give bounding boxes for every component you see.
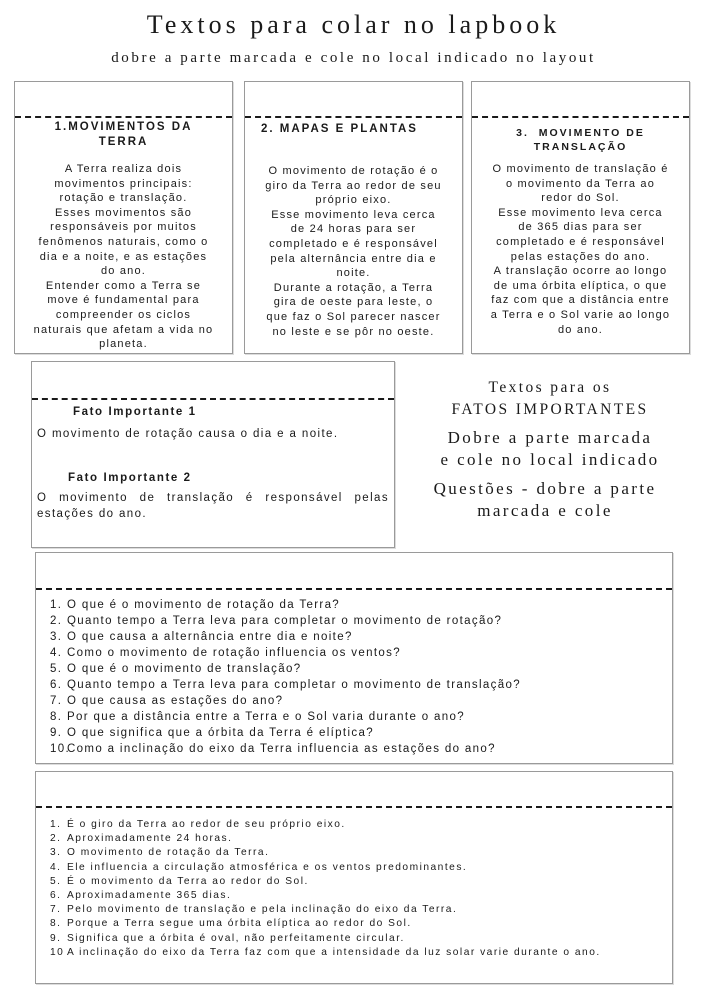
questions-instruction-line: marcada e cole [477,501,613,520]
item-text: Aproximadamente 365 dias. [67,890,232,902]
facts-heading-line: Textos para os [488,379,612,396]
answers-box [35,771,673,984]
item-text: É o movimento da Terra ao redor do Sol. [67,875,309,887]
item-number: 10. [50,743,71,755]
card-title-line: TRANSLAÇÃO [533,141,628,153]
question-item [50,645,662,661]
card-body-line: O movimento de rotação é o [268,165,439,177]
item-text: Porque a Terra segue uma órbita elíptica ao redor do Sol. [67,918,412,930]
item-text: Ele influencia a circulação atmosférica e os ventos predominantes. [67,861,468,873]
card-body-line: próprio eixo. [315,194,392,207]
page-subtitle: dobre a parte marcada e cole no local indicado no layout [111,50,596,66]
fold-line [245,116,462,118]
answer-item [50,846,662,860]
card-body [19,162,228,352]
card-body-line: movimentos principais: [54,177,193,190]
item-text: Significa que a órbita é oval, não perfeitamente circular. [67,932,405,944]
answer-item [50,818,662,832]
answer-item [50,861,662,875]
card-body-line: giro da Terra ao redor de seu [265,179,442,192]
card-body [249,164,458,339]
facts-heading [405,377,695,421]
item-text: Pelo movimento de translação e pela inclinação do eixo da Terra. [67,904,458,916]
card-title [245,122,462,137]
card-body-line: naturais que afetam a vida no [33,323,214,336]
card-body-line: noite. [336,267,371,280]
fold-line [32,398,394,400]
card-body-line: pela alternância entre dia e [270,252,437,265]
questions-instruction-line: Questões - dobre a parte [433,479,657,498]
item-number: 3. [50,631,63,643]
item-text: O que é o movimento de rotação da Terra? [67,599,341,611]
questions-box [35,552,673,764]
facts-instruction [405,427,695,471]
fold-line [36,588,672,590]
item-number: 10 [50,946,65,958]
card-body [476,162,685,337]
item-text: Como o movimento de rotação influencia os ventos? [67,647,401,659]
item-text: Como a inclinação do eixo da Terra influencia as estações do ano? [67,743,496,755]
question-item [50,629,662,645]
answers-list [50,818,662,960]
fact-text-content: O movimento de translação é responsável pelas estações do ano. [37,492,389,520]
card-body-line: de uma órbita elíptica, o que [493,279,668,292]
item-text: Quanto tempo a Terra leva para completar o movimento de translação? [67,679,521,691]
answer-item [50,946,662,960]
answer-item [50,917,662,931]
item-number: 9. [50,932,62,944]
fact-title: Fato Importante 2 [68,472,192,484]
card-body-line: do ano. [557,323,604,336]
item-number: 3. [50,847,62,859]
item-number: 2. [50,615,63,627]
question-item [50,709,662,725]
card-body-line: move é fundamental para [47,294,200,307]
question-item [50,661,662,677]
card-title [472,126,689,154]
card-body-line: Durante a rotação, a Terra [273,281,434,294]
item-text: O movimento de rotação da Terra. [67,847,270,859]
answer-item [50,932,662,946]
card-body-line: responsáveis por muitos [50,221,197,234]
card-body-line: O movimento de translação é [492,163,669,175]
card-body-line: de 24 horas para ser [290,223,417,236]
card-body-line: planeta. [99,338,148,351]
card-title-line: 2. MAPAS E PLANTAS [261,123,418,135]
item-text: Aproximadamente 24 horas. [67,833,233,845]
item-text: Por que a distância entre a Terra e o Sol varia durante o ano? [67,711,466,723]
card-body-line: Esses movimentos são [54,206,193,219]
item-text: Quanto tempo a Terra leva para completar o movimento de rotação? [67,615,503,627]
item-number: 5. [50,875,62,887]
card-body-line: Esse movimento leva cerca [498,206,663,219]
fold-line [36,806,672,808]
card-movimentos-da-terra [14,81,233,354]
card-body-line: a Terra e o Sol varie ao longo [490,308,671,321]
item-number: 5. [50,663,63,675]
questions-instruction [400,478,690,522]
card-title-line: TERRA [98,136,149,148]
card-body-line: Entender como a Terra se [45,279,202,292]
card-body-line: que faz o Sol parecer nascer [266,310,441,323]
item-text: É o giro da Terra ao redor de seu próprio eixo. [67,819,346,830]
card-body-line: A translação ocorre ao longo [493,265,668,278]
question-item [50,693,662,709]
card-body-line: dia e a noite, e as estações [39,250,208,263]
card-title-line: 3. MOVIMENTO DE [516,127,645,139]
item-number: 6. [50,679,63,691]
item-number: 4. [50,647,63,659]
card-body-line: rotação e translação. [59,192,188,205]
card-body-line: o movimento da Terra ao [505,177,656,190]
item-number: 4. [50,861,62,873]
item-text: A inclinação do eixo da Terra faz com que a intensidade da luz solar varie durante o ano. [67,946,601,958]
card-title [15,120,232,150]
question-item [50,597,662,613]
card-movimento-de-translacao [471,81,690,354]
answer-item [50,832,662,846]
facts-heading-line: FATOS IMPORTANTES [451,401,649,418]
fact-text [37,490,389,522]
card-body-line: completado e é responsável [496,235,665,248]
card-body-line: pelas estações do ano. [510,250,651,263]
card-body-line: faz com que a distância entre [491,294,670,307]
facts-instruction-line: e cole no local indicado [440,450,660,469]
item-number: 7. [50,904,62,916]
fact-title: Fato Importante 1 [73,406,197,418]
answer-item [50,875,662,889]
card-body-line: fenômenos naturais, como o [38,235,209,248]
question-item [50,725,662,741]
card-body-line: redor do Sol. [541,192,620,205]
card-body-line: A Terra realiza dois [64,163,183,175]
answer-item [50,903,662,917]
card-mapas-e-plantas [244,81,463,354]
item-number: 9. [50,727,63,739]
fact-text: O movimento de rotação causa o dia e a noite. [37,428,339,440]
facts-box [31,361,395,548]
question-item [50,741,662,757]
card-title-line: 1.MOVIMENTOS DA [54,121,193,133]
item-number: 2. [50,833,62,845]
card-body-line: compreender os ciclos [55,308,192,321]
item-text: O que causa as estações do ano? [67,695,284,707]
questions-list [50,597,662,757]
item-number: 6. [50,890,62,902]
item-number: 8. [50,918,62,930]
item-number: 1. [50,819,62,830]
card-body-line: no leste e se pôr no oeste. [272,325,435,338]
question-item [50,613,662,629]
page-title: Textos para colar no lapbook [146,10,561,39]
item-number: 1. [50,599,63,611]
answer-item [50,889,662,903]
card-body-line: gira de oeste para leste, o [273,296,434,309]
item-text: O que causa a alternância entre dia e noite? [67,631,353,643]
card-body-line: completado e é responsável [269,237,438,250]
item-text: O que significa que a órbita da Terra é elíptica? [67,727,374,739]
card-body-line: Esse movimento leva cerca [271,208,436,221]
card-body-line: do ano. [100,265,147,278]
question-item [50,677,662,693]
item-text: O que é o movimento de translação? [67,663,302,675]
fold-line [472,116,689,118]
fold-line [15,116,232,118]
item-number: 7. [50,695,63,707]
card-body-line: de 365 dias para ser [518,221,643,234]
facts-instruction-line: Dobre a parte marcada [447,428,653,447]
item-number: 8. [50,711,63,723]
